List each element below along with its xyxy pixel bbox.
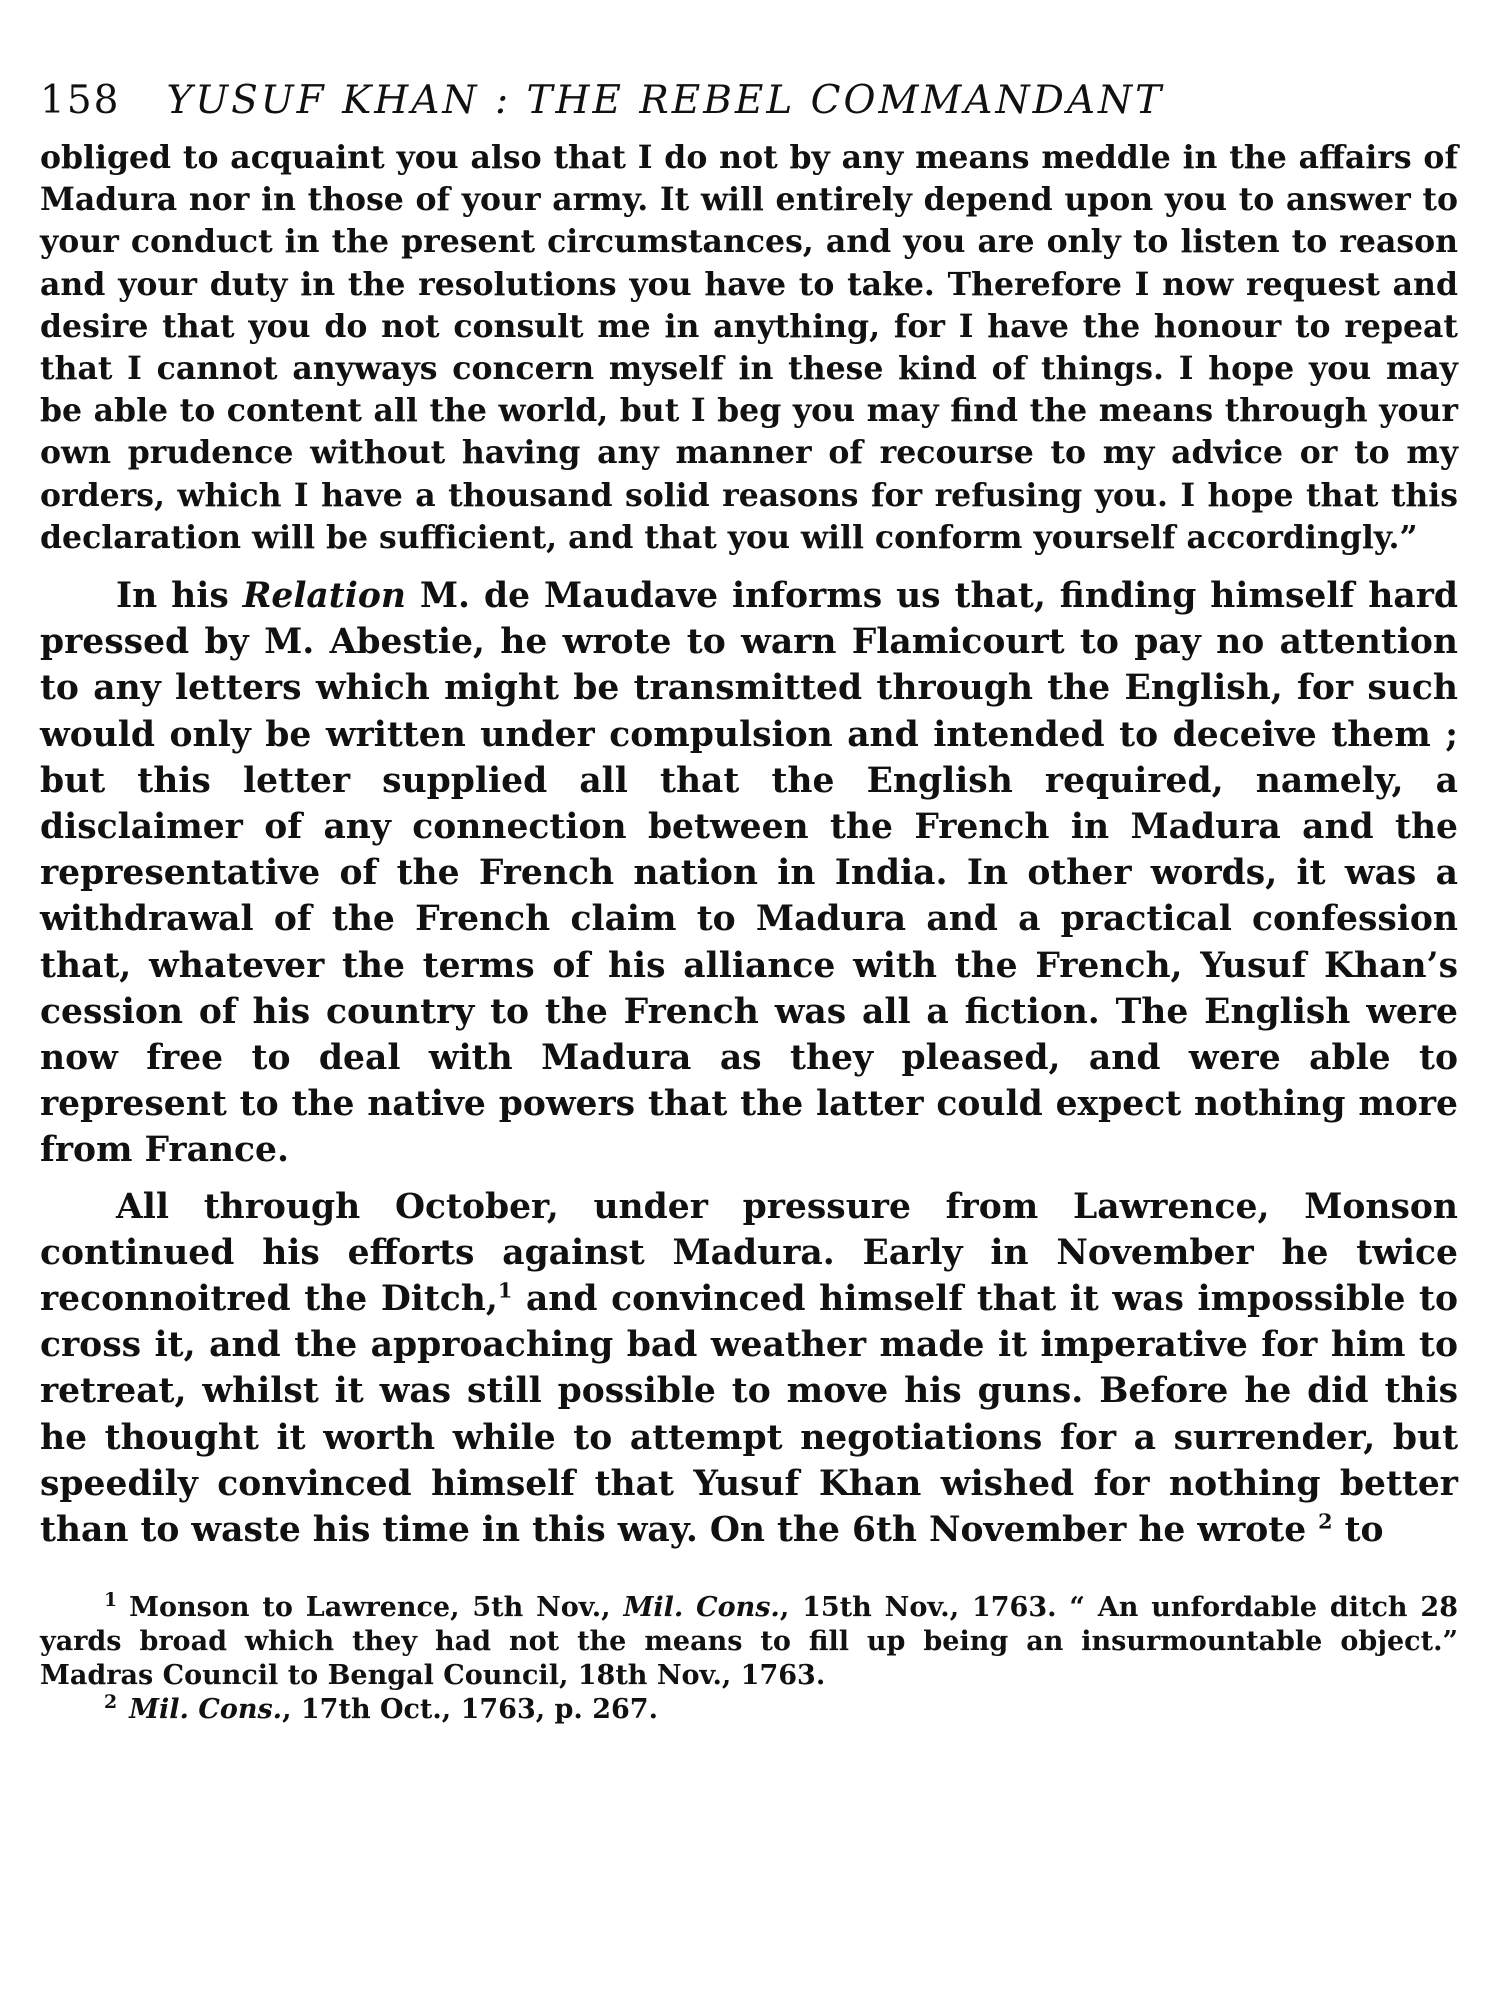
running-head (40, 78, 1458, 123)
paragraph-text-part3: to (1332, 1510, 1384, 1551)
footnotes (40, 1591, 1458, 1727)
footnote-marker: 2 (104, 1691, 118, 1714)
paragraph-october (40, 1184, 1458, 1554)
quoted-letter: obliged to acquaint you also that I do not by any means meddle in the affairs of Madura nor in those of your army. It will entirely depend upon you to answer to your conduct in the present circumstances, and you are only to listen to reason and your duty in the resolutions you have to take. Therefore I now request and desire that you do not consult me in anything, for I have the honour to repeat that I cannot anyways concern myself in these kind of things. I hope you may be able to content all the world, but I beg you may find the means through your own prudence without having any manner of recourse to my advice or to my orders, which I have a thousand solid reasons for refusing you. I hope that this declaration will be sufficient, and that you will conform yourself accordingly.” (40, 139, 1458, 556)
footnote-lead: Monson to Lawrence, 5th Nov., (129, 1592, 624, 1624)
paragraph-text-part2: and convinced himself that it was impossible to cross it, and the approaching bad weather made it imperative for him to retreat, whilst it was still possible to move his guns. Before he did this he thought it worth while to attempt negotiations for a surrender, but speedily convinced himself that Yusuf Khan wished for nothing better than to waste his time in this way. On the 6th November he wrote (40, 1279, 1458, 1551)
footnote-text: , 15th Nov., 1763. “ An unfordable ditch 28 yards broad which they had not the means to fill up being an insurmountable object.” Madras Council to Bengal Council, 18th Nov., 1763. (40, 1592, 1458, 1692)
footnote-text: , 17th Oct., 1763, p. 267. (282, 1694, 658, 1726)
paragraph-text-part1: All through October, under pressure from Lawrence, Monson continued his efforts against Madura. Early in November he twice reconnoitred the Ditch, (40, 1186, 1458, 1320)
running-title: YUSUF KHAN : THE REBEL COMMANDANT (166, 78, 1165, 123)
footnote-2 (40, 1693, 1458, 1727)
page-number: 158 (40, 78, 121, 123)
footnote-marker: 1 (104, 1589, 118, 1612)
footnote-source-title: Mil. Cons. (129, 1694, 283, 1726)
footnote-1 (40, 1591, 1458, 1693)
footnote-ref-1[interactable]: 1 (497, 1278, 513, 1303)
paragraph-lead: In his (116, 576, 243, 617)
paragraph-text: M. de Maudave informs us that, finding himself hard pressed by M. Abestie, he wrote to warn Flamicourt to pay no attention to any letters which might be transmitted through the English, for such would only be written under compulsion and intended to deceive them ; but this letter supplied all that the English required, namely, a disclaimer of any connection between the French in Madura and the representative of the French nation in India. In other words, it was a withdrawal of the French claim to Madura and a practical confession that, whatever the terms of his alliance with the French, Yusuf Khan’s cession of his country to the French was all a fiction. The English were now free to deal with Madura as they pleased, and were able to represent to the native powers that the latter could expect nothing more from France. (40, 576, 1458, 1171)
work-title-relation: Relation (242, 576, 406, 617)
footnote-ref-2[interactable]: 2 (1318, 1509, 1333, 1534)
footnote-source-title: Mil. Cons. (623, 1592, 780, 1624)
paragraph-relation (40, 573, 1458, 1174)
